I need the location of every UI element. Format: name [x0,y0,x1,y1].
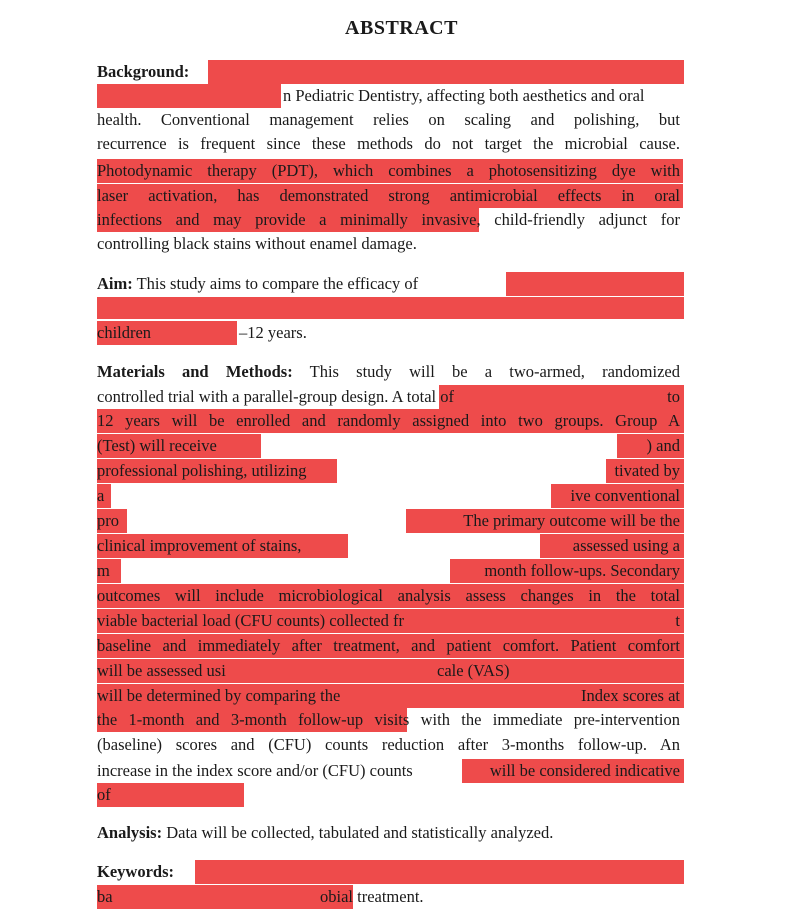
aim-label: Aim: [97,274,133,293]
methods-line-2: controlled trial with a parallel-group design. A total of [97,387,454,406]
methods-line-7: pro [97,511,119,530]
methods-line-11-end: t [675,611,680,630]
analysis-line: Analysis: Data will be collected, tabulated and statistically analyzed. [97,823,554,842]
methods-line-7-end: The primary outcome will be the [463,511,680,530]
methods-line-2-end: to [667,387,680,406]
methods-label: Materials and Methods: [97,362,293,381]
methods-line-12: baseline and immediately after treatment, and patient comfort. Patient comfort [97,636,680,655]
aim-line-1: Aim: This study aims to compare the efficacy of [97,274,419,293]
methods-line-5: professional polishing, utilizing [97,461,307,480]
methods-line-9: m [97,561,110,580]
background-line-7: infections and may provide a minimally invasive, child-friendly adjunct for [97,210,680,229]
methods-line-10: outcomes will include microbiological analysis assess changes in the total [97,586,680,605]
aim-line-3-tail: –12 years. [239,323,307,342]
methods-line-13: will be assessed usi [97,661,226,680]
methods-line-18: of [97,785,111,804]
methods-line-17: increase in the index score and/or (CFU) counts [97,761,413,780]
background-line-8: controlling black stains without enamel damage. [97,234,417,253]
methods-line-6: a [97,486,105,505]
redaction-block [97,297,684,319]
keywords-line-1 [97,860,680,884]
methods-line-8-end: assessed using a [572,536,680,555]
methods-line-8: clinical improvement of stains, [97,536,302,555]
methods-line-9-end: month follow-ups. Secondary [484,561,680,580]
background-line-4: recurrence is frequent since these methods do not target the microbial cause. [97,134,680,153]
keywords-line-2: ba [97,887,113,906]
redaction-block [97,84,281,108]
highlighted-text: infections and may provide a minimally invasive [97,210,477,229]
methods-line-4-end: ) and [646,436,680,455]
background-line-6: laser activation, has demonstrated strong antimicrobial effects in oral [97,186,680,205]
methods-line-4: (Test) will receive [97,436,217,455]
abstract-title: ABSTRACT [345,17,458,39]
methods-line-14-end: Index scores at [581,686,680,705]
methods-line-5-end: tivated by [614,461,680,480]
keywords-line-2-end: obial treatment. [320,887,424,906]
background-line-5: Photodynamic therapy (PDT), which combines a photosensitizing dye with [97,161,680,180]
aim-line-3: children [97,323,152,342]
methods-line-6-end: ive conventional [570,486,680,505]
methods-line-13-mid: cale (VAS) [437,661,510,680]
methods-line-16: (baseline) scores and (CFU) counts reduction after 3-months follow-up. An [97,735,680,754]
background-line-2: n Pediatric Dentistry, affecting both aesthetics and oral [283,86,645,105]
keywords-label: Keywords: [97,862,174,881]
methods-line-14: will be determined by comparing the [97,686,341,705]
methods-line-1: Materials and Methods: This study will be a two-armed, randomized [97,362,680,381]
background-label: Background: [97,62,190,81]
methods-line-15: the 1-month and 3-month follow-up visits with the immediate pre-intervention [97,710,680,729]
background-line-1 [97,60,680,84]
methods-line-3: 12 years will be enrolled and randomly assigned into two groups. Group A [97,411,680,430]
methods-line-17-end: will be considered indicative [489,761,680,780]
analysis-label: Analysis: [97,823,163,842]
methods-line-11: viable bacterial load (CFU counts) collected fr [97,611,404,630]
background-line-3: health. Conventional management relies on scaling and polishing, but [97,110,680,129]
